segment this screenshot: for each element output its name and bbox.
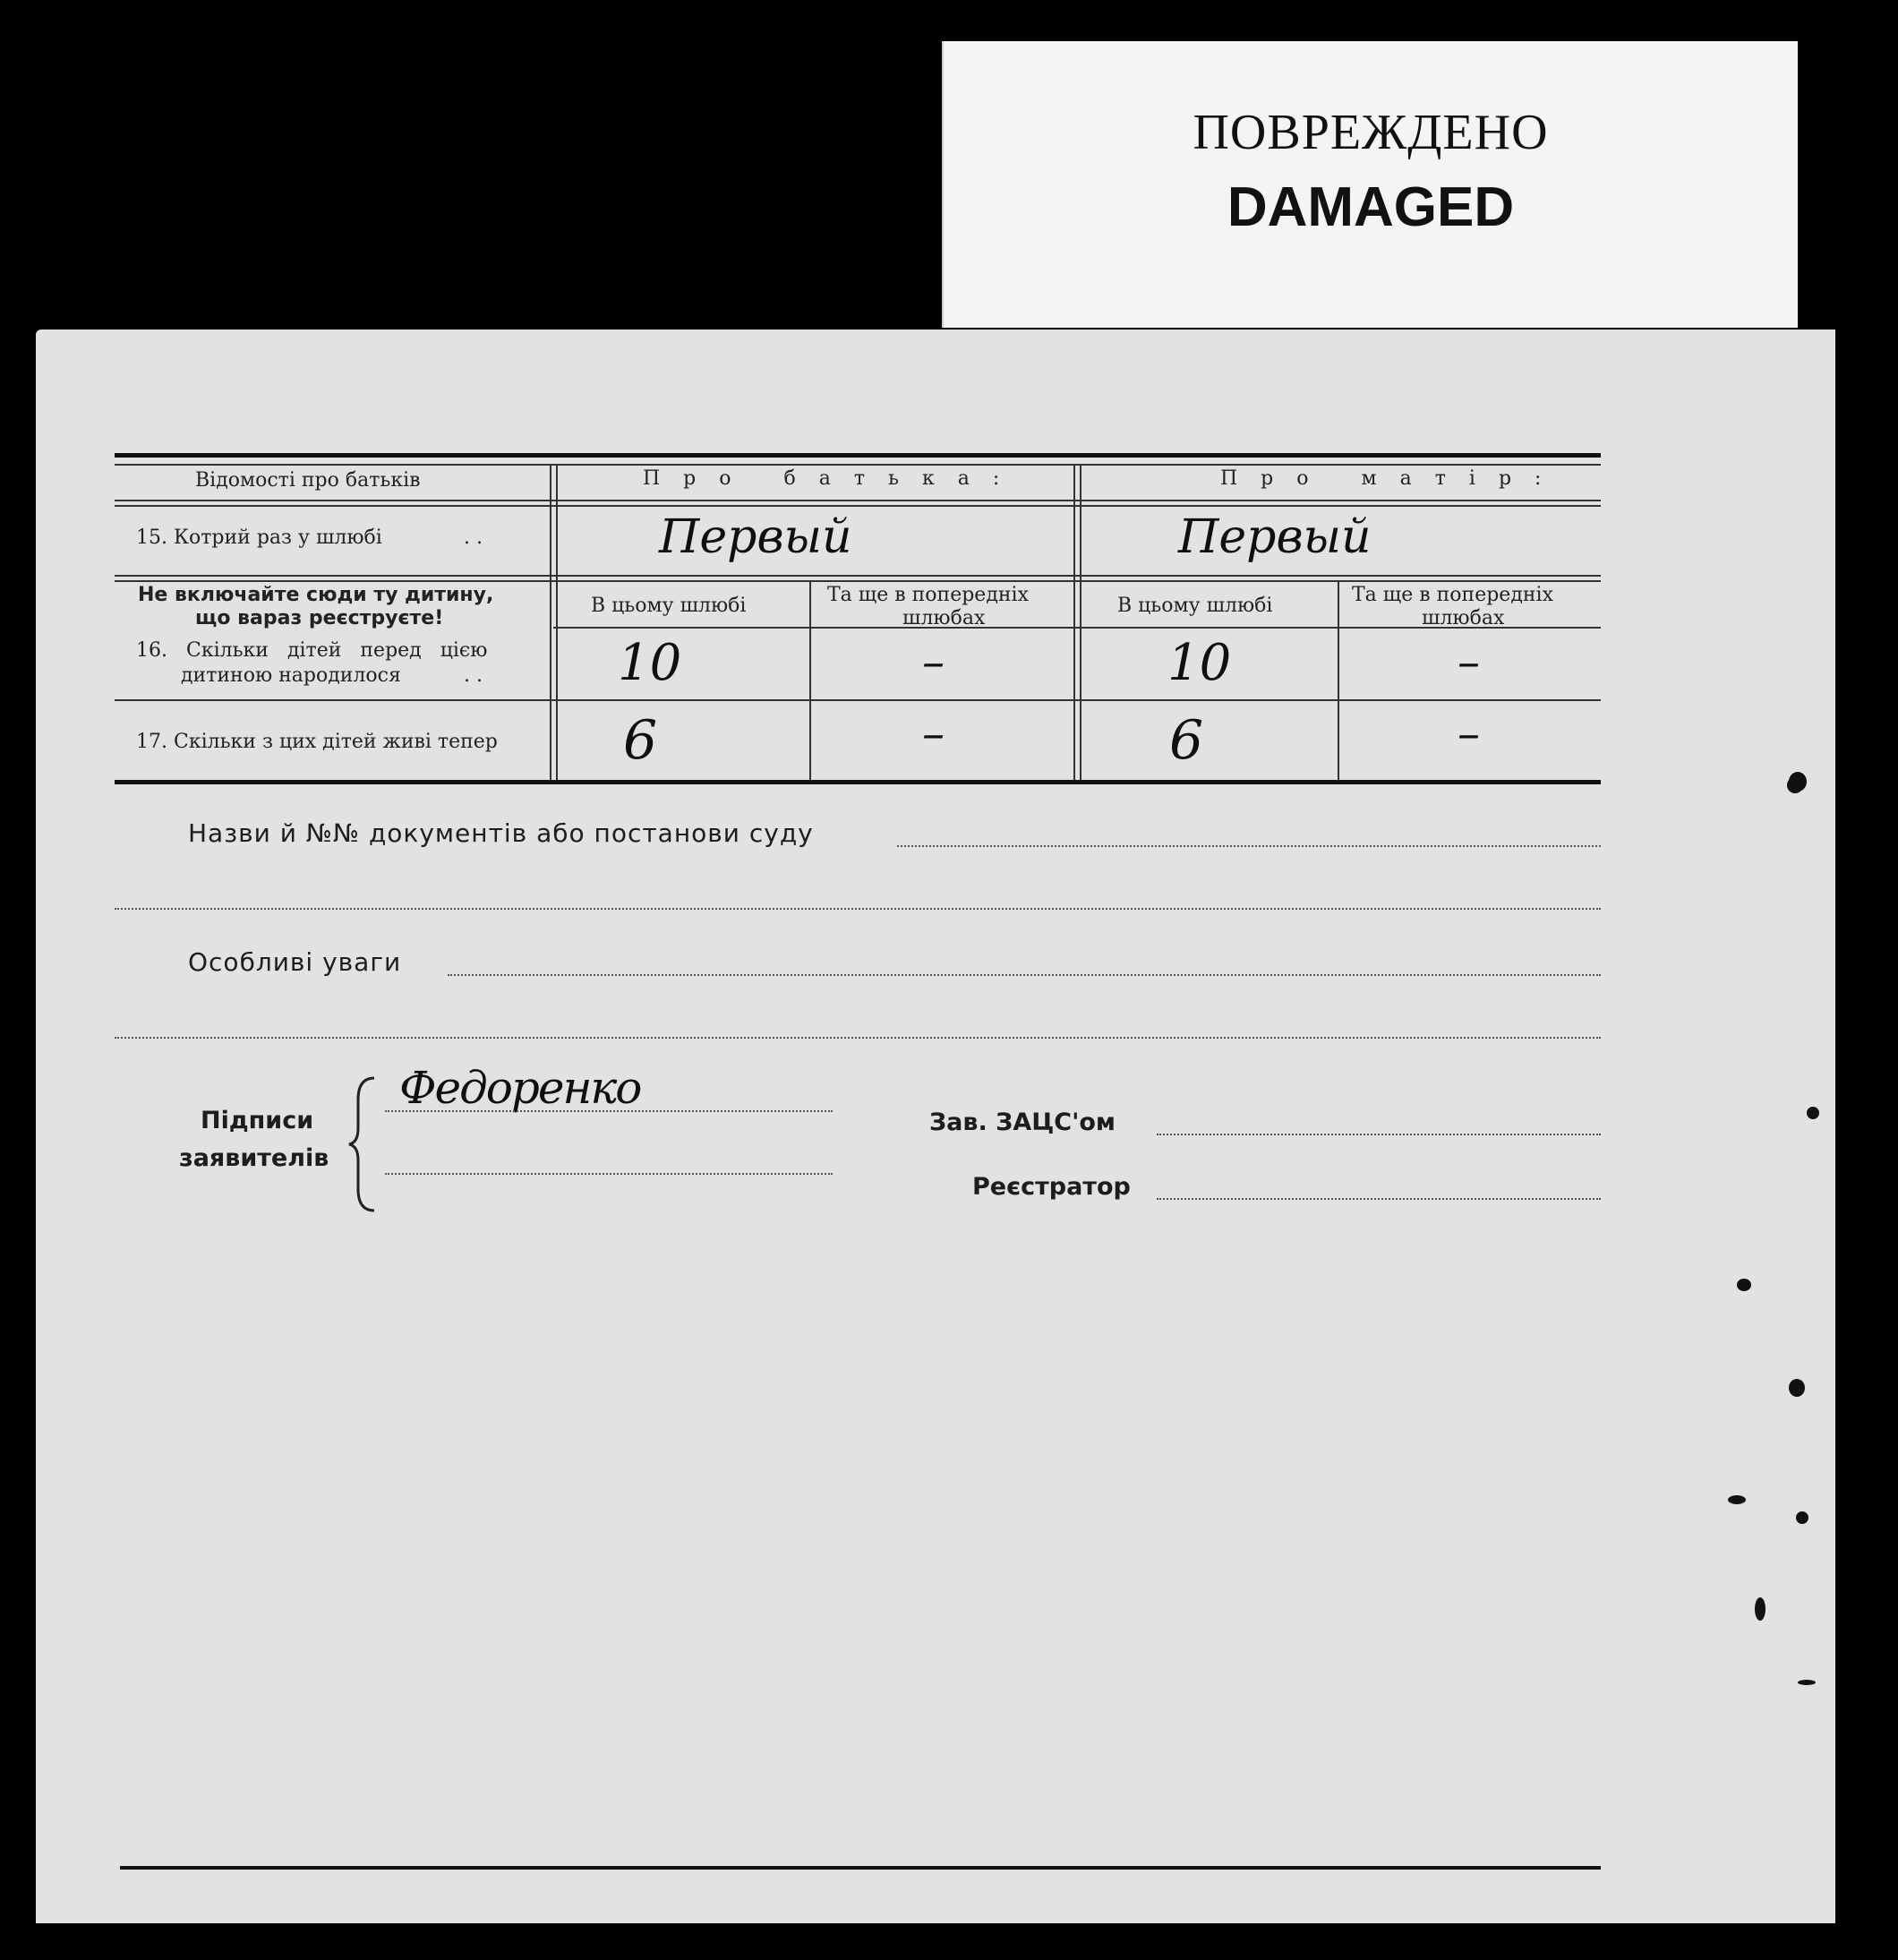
row17-father-prev: – <box>922 707 945 759</box>
binding-hole <box>1755 1597 1765 1621</box>
binding-hole <box>1798 1680 1816 1685</box>
signature-value: Федоренко <box>399 1062 641 1114</box>
binding-hole <box>1796 1511 1808 1524</box>
header-father: Про батька: <box>643 467 1023 490</box>
header-parents: Відомості про батьків <box>195 469 421 492</box>
binding-hole <box>1789 1379 1805 1397</box>
signatures-label-1: Підписи <box>201 1107 314 1134</box>
head-zags-label: Зав. ЗАЦС'ом <box>929 1108 1116 1136</box>
father-prev-marriages-header-2: шлюбах <box>902 607 986 629</box>
row15-father-value: Первый <box>659 510 852 564</box>
row16-label-line1: 16. Скільки дітей перед цією <box>136 639 488 662</box>
father-this-marriage-header: В цьому шлюбі <box>591 595 747 617</box>
row16-father-this: 10 <box>618 634 682 692</box>
row15-mother-value: Первый <box>1178 510 1372 564</box>
head-zags-line[interactable] <box>1157 1134 1601 1135</box>
brace-icon <box>347 1073 383 1216</box>
signature-line-1[interactable] <box>385 1110 833 1112</box>
form-sheet <box>36 330 1835 1923</box>
row17-mother-this: 6 <box>1169 709 1204 772</box>
mother-this-marriage-header: В цьому шлюбі <box>1117 595 1273 617</box>
signature-line-2[interactable] <box>385 1173 833 1175</box>
registrar-label: Реєстратор <box>972 1173 1131 1201</box>
documents-line-2[interactable] <box>115 908 1601 910</box>
father-prev-marriages-header-1: Та ще в попередніх <box>827 584 1029 606</box>
remarks-line-2[interactable] <box>115 1037 1601 1039</box>
row16-father-prev: – <box>922 636 945 688</box>
row17-label: 17. Скільки з цих дітей живі тепер <box>136 731 498 753</box>
documents-line[interactable] <box>897 845 1601 847</box>
damaged-label-ru: ПОВРЕЖДЕНО <box>1193 105 1549 160</box>
warning-line2: що вараз реєструєте! <box>195 607 444 629</box>
warning-line1: Не включайте сюди ту дитину, <box>138 584 494 606</box>
row16-mother-prev: – <box>1458 636 1480 688</box>
row15-label: 15. Котрий раз у шлюбі <box>136 526 382 549</box>
remarks-label: Особливі уваги <box>188 947 402 977</box>
table-top-rule <box>115 453 1601 458</box>
row17-father-this: 6 <box>623 709 658 772</box>
row16-mother-this: 10 <box>1167 634 1232 692</box>
header-mother: Про матір: <box>1220 467 1565 490</box>
row17-mother-prev: – <box>1458 707 1480 759</box>
binding-hole <box>1789 772 1807 792</box>
bottom-rule <box>120 1866 1601 1870</box>
registrar-line[interactable] <box>1157 1198 1601 1200</box>
row16-label-line2: дитиною народилося <box>181 664 401 687</box>
binding-hole <box>1737 1279 1751 1291</box>
row16-dots: . . <box>464 664 483 687</box>
mother-prev-marriages-header-1: Та ще в попередніх <box>1352 584 1553 606</box>
row15-dots: . . <box>464 526 483 549</box>
damaged-label-en: DAMAGED <box>1227 176 1515 238</box>
signatures-label-2: заявителів <box>179 1144 329 1172</box>
mother-prev-marriages-header-2: шлюбах <box>1422 607 1505 629</box>
damaged-tag <box>942 41 1798 328</box>
table-bottom-rule <box>115 780 1601 784</box>
binding-hole <box>1728 1495 1746 1504</box>
documents-label: Назви й №№ документів або постанови суду <box>188 818 814 848</box>
remarks-line[interactable] <box>448 974 1601 976</box>
binding-hole <box>1807 1107 1819 1119</box>
